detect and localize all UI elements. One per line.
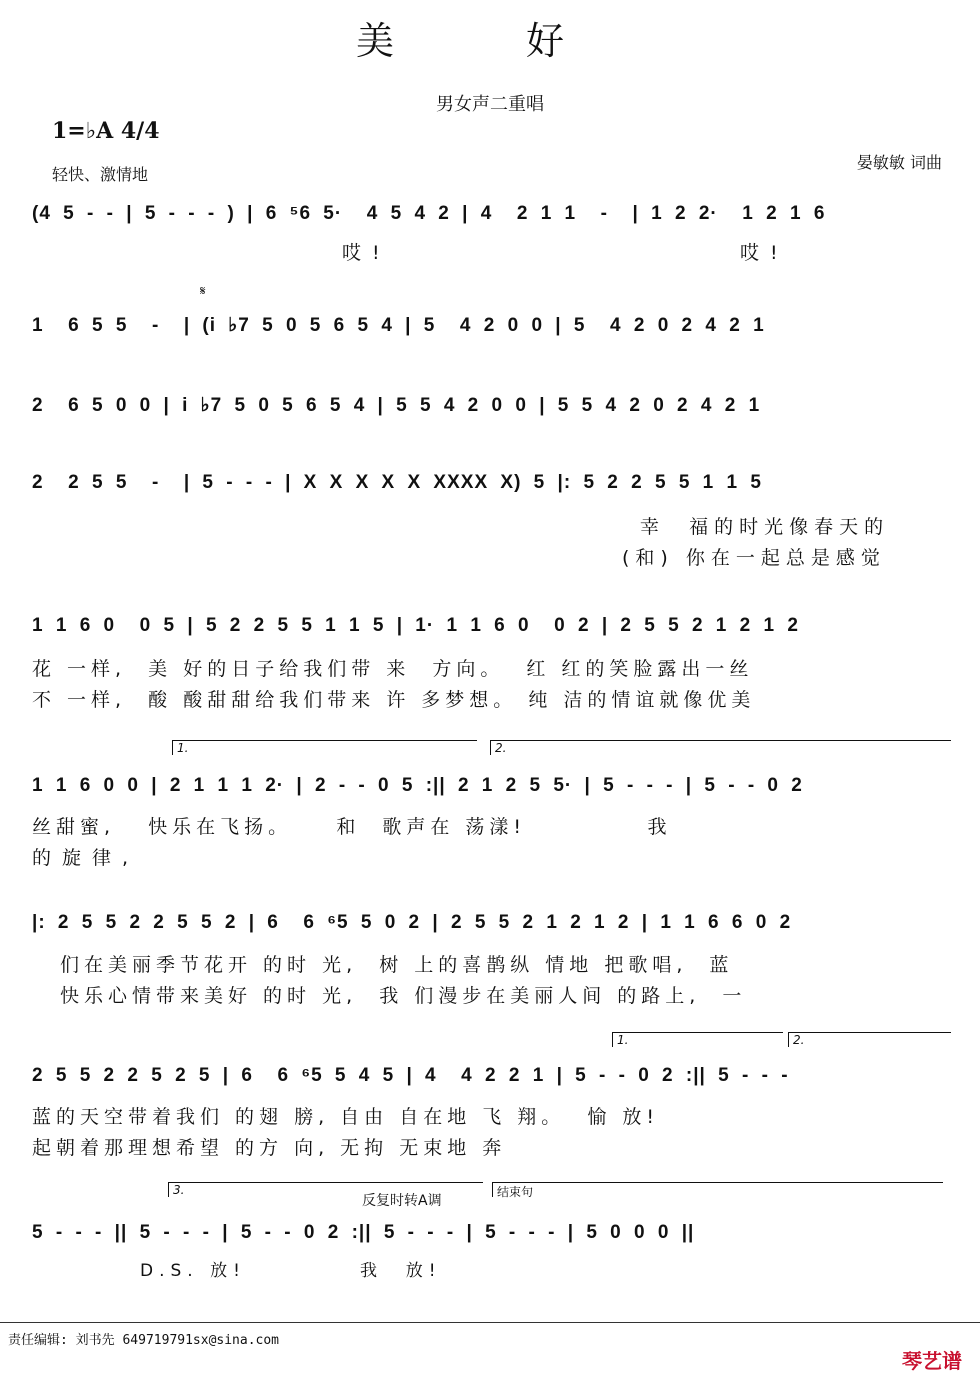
footer-divider <box>0 1322 980 1323</box>
song-title: 美 好 <box>355 19 625 63</box>
score-row-4 <box>32 472 950 500</box>
notation-line: 2 5 5 2 2 5 2 5 | 6 6 ⁶5 5 4 5 | 4 4 2 2 1 | 5 - - 0 2 :|| 5 - - - <box>32 1065 789 1086</box>
notation-line: 1 6 5 5 - | (i ♭7 5 0 5 6 5 4 | 5 4 2 0 0 | 5 4 2 0 2 4 2 1 <box>32 315 765 336</box>
notation-line: 1 1 6 0 0 5 | 5 2 2 5 5 1 1 5 | 1· 1 1 6 0 0 2 | 2 5 5 2 1 2 1 2 <box>32 615 799 636</box>
lyric-line: 起朝着那理想希望 的方 向, 无拘 无束地 奔 <box>32 1137 507 1159</box>
ending-bracket-3: 3. <box>168 1182 483 1197</box>
lyric-line: (和) 你在一起总是感觉 <box>622 547 886 569</box>
repeat-key-note: 反复时转A调 <box>362 1193 442 1209</box>
ending-bracket-2b: 2. <box>788 1032 951 1047</box>
score-row-9 <box>32 1222 950 1250</box>
song-subtitle: 男女声二重唱 <box>436 94 544 115</box>
lyric-line: 幸 福的时光像春天的 <box>640 516 890 538</box>
ending-bracket-2: 2. <box>490 740 951 755</box>
notation-line: 5 - - - || 5 - - - | 5 - - 0 2 :|| 5 - - - | 5 - - - | 5 0 0 0 || <box>32 1222 695 1243</box>
lyric-line: 快乐心情带来美好 的时 光, 我 们漫步在美丽人间 的路上, 一 <box>60 985 747 1007</box>
site-logo: 琴艺谱 <box>902 1349 962 1373</box>
notation-line: 2 6 5 0 0 | i ♭7 5 0 5 6 5 4 | 5 5 4 2 0 0 | 5 5 4 2 0 2 4 2 1 <box>32 395 761 416</box>
notation-line: 2 2 5 5 - | 5 - - - | X X X X X XXXX X) 5 |: 5 2 2 5 5 1 1 5 <box>32 472 762 493</box>
score-row-3 <box>32 394 950 422</box>
lyric-line: 不 一样, 酸 酸甜甜给我们带来 许 多梦想。 纯 洁的情谊就像优美 <box>32 689 756 711</box>
editor-credit: 责任编辑: 刘书先 649719791sx@sina.com <box>8 1333 280 1348</box>
lyric-line: 们在美丽季节花开 的时 光, 树 上的喜鹊纵 情地 把歌唱, 蓝 <box>60 954 734 976</box>
score-row-5 <box>32 615 950 643</box>
lyric-line: 的旋律, <box>32 847 140 869</box>
score-row-1 <box>32 203 950 231</box>
score-row-6 <box>32 775 950 803</box>
tempo-marking: 轻快、激情地 <box>52 165 149 184</box>
notation-line: 1 1 6 0 0 | 2 1 1 1 2· | 2 - - 0 5 :|| 2 1 2 5 5· | 5 - - - | 5 - - 0 2 <box>32 775 803 796</box>
ending-bracket-1: 1. <box>172 740 477 755</box>
notation-line: |: 2 5 5 2 2 5 5 2 | 6 6 ⁶5 5 0 2 | 2 5 5 2 1 2 1 2 | 1 1 6 6 0 2 <box>32 912 792 933</box>
key-signature: 1=♭A 4/4 <box>52 118 160 144</box>
lyric-line: D.S. 放! 我 放! <box>140 1261 442 1281</box>
lyric-fragment: 哎! <box>342 242 391 264</box>
notation-line: (4 5 - - | 5 - - - ) | 6 ⁵6 5· 4 5 4 2 | 4 2 1 1 - | 1 2 2· 1 2 1 6 <box>32 203 826 224</box>
score-row-8 <box>32 1065 950 1093</box>
segno-sign: 𝄋 <box>200 284 206 299</box>
coda-bracket: 结束句 <box>492 1182 943 1197</box>
score-row-7 <box>32 912 950 940</box>
lyric-fragment: 哎! <box>740 242 789 264</box>
ending-bracket-1b: 1. <box>612 1032 783 1047</box>
composer-credit: 晏敏敏 词曲 <box>856 153 942 172</box>
lyric-line: 蓝的天空带着我们 的翅 膀, 自由 自在地 飞 翔。 愉 放! <box>32 1106 660 1128</box>
lyric-line: 花 一样, 美 好的日子给我们带 来 方向。 红 红的笑脸露出一丝 <box>32 658 754 680</box>
lyric-line: 丝甜蜜, 快乐在飞扬。 和 歌声在 荡漾! 我 <box>32 816 672 838</box>
score-row-2 <box>32 314 950 342</box>
